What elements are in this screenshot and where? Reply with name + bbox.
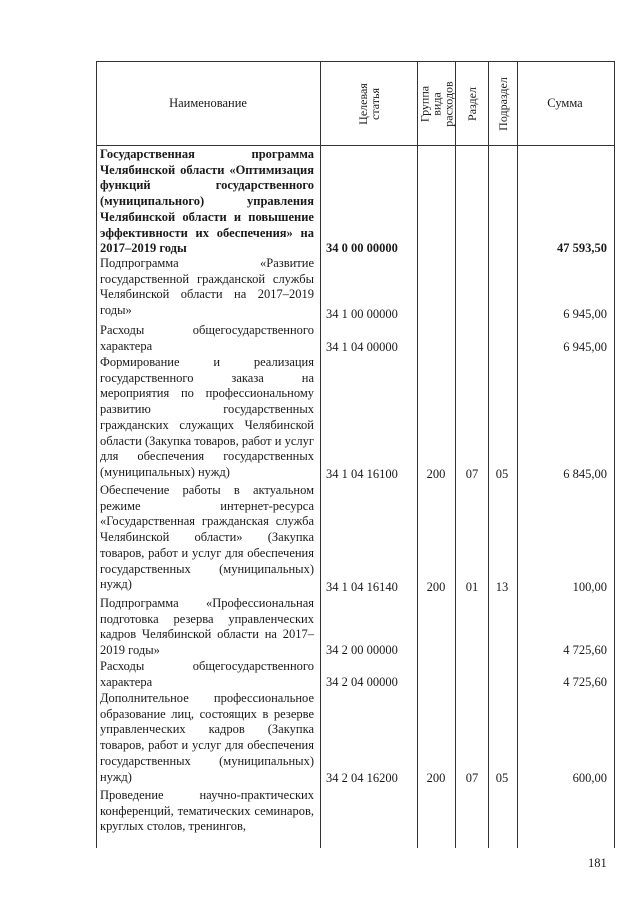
row-subsection: 13 — [495, 580, 509, 594]
row-section: 01 — [465, 580, 479, 594]
row-name: Расходы общегосударственного характера — [100, 323, 314, 353]
row-section: 07 — [465, 467, 479, 481]
row-name: Проведение научно-практических конференций, тематических семинаров, круглых столов, тренингов, — [100, 788, 314, 834]
row-code: 34 1 04 00000 — [326, 340, 398, 354]
row-name: Подпрограмма «Развитие государственной гражданской службы Челябинской области на 2017–2019 годы» — [100, 256, 314, 318]
header-group-label: Группа вида расходов — [417, 80, 456, 127]
row-code: 34 2 04 00000 — [326, 675, 398, 689]
header-name: Наименование — [169, 96, 247, 110]
row-name: Обеспечение работы в актуальном режиме интернет-ресурса «Государственная гражданская служба Челябинской области» (Закупка товаров, работ и услуг для обеспечения государственных (муниципальных) нужд) — [100, 483, 314, 592]
row-code: 34 2 00 00000 — [326, 643, 398, 657]
header-code — [321, 63, 417, 144]
row-code: 34 0 00 00000 — [326, 241, 398, 255]
page-number: 181 — [588, 856, 607, 870]
row-sum: 6 945,00 — [563, 340, 607, 354]
row-name: Формирование и реализация государственного заказа на мероприятия по профессиональному развитию государственных гражданских служащих Челябинской области (Закупка товаров, работ и услуг для обеспечения государственных (муниципальных) нужд) — [100, 355, 314, 479]
row-sum: 4 725,60 — [563, 643, 607, 657]
row-subsection: 05 — [495, 771, 509, 785]
row-name: Подпрограмма «Профессиональная подготовка резерва управленческих кадров Челябинской области на 2017–2019 годы» — [100, 596, 314, 658]
header-bottom-border — [96, 145, 614, 146]
column-divider — [455, 61, 456, 848]
header-subsection-label: Подраздел — [496, 76, 511, 131]
row-group: 200 — [426, 580, 446, 594]
row-group: 200 — [426, 467, 446, 481]
row-sum: 100,00 — [572, 580, 607, 594]
header-sum: Сумма — [547, 96, 583, 110]
table-top-border — [96, 61, 614, 62]
header-subsection — [489, 63, 517, 144]
header-section — [456, 63, 488, 144]
column-divider — [488, 61, 489, 848]
column-divider — [517, 61, 518, 848]
header-group — [418, 63, 455, 144]
row-code: 34 2 04 16200 — [326, 771, 398, 785]
row-sum: 6 945,00 — [563, 307, 607, 321]
row-code: 34 1 04 16140 — [326, 580, 398, 594]
row-code: 34 1 04 16100 — [326, 467, 398, 481]
row-name: Дополнительное профессиональное образование лиц, состоящих в резерве управленческих кадров (Закупка товаров, работ и услуг для обеспечения государственных (муниципальных) нужд) — [100, 691, 314, 784]
column-divider — [417, 61, 418, 848]
header-section-label: Раздел — [465, 86, 480, 121]
row-code: 34 1 00 00000 — [326, 307, 398, 321]
row-sum: 6 845,00 — [563, 467, 607, 481]
row-section: 07 — [465, 771, 479, 785]
table-left-border — [96, 61, 97, 848]
row-name: Государственная программа Челябинской области «Оптимизация функций государственного (муниципального) управления Челябинской области и повышение эффективности их обеспечения» на 2017–2019 годы — [100, 147, 314, 256]
table-right-border — [614, 61, 615, 848]
row-name: Расходы общегосударственного характера — [100, 659, 314, 689]
column-divider — [320, 61, 321, 848]
row-sum: 600,00 — [572, 771, 607, 785]
row-sum: 47 593,50 — [557, 241, 607, 255]
row-subsection: 05 — [495, 467, 509, 481]
row-group: 200 — [426, 771, 446, 785]
row-sum: 4 725,60 — [563, 675, 607, 689]
header-code-label: Целевая статья — [356, 82, 382, 125]
